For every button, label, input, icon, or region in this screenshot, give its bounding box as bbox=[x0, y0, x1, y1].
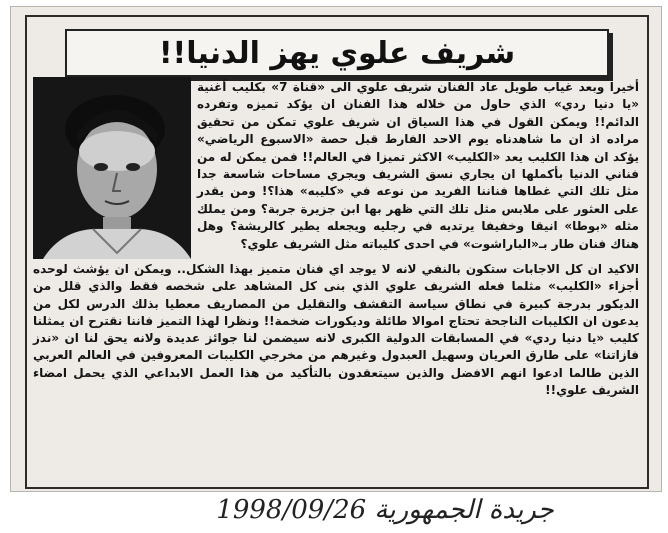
newspaper-clipping bbox=[10, 6, 662, 492]
article-frame bbox=[25, 15, 649, 489]
handwritten-source-note: جريدة الجمهورية 1998/09/26 bbox=[216, 495, 554, 525]
headline-box bbox=[65, 29, 609, 77]
article-text-top: أخيرا وبعد غياب طويل عاد الفنان شريف علوي الى «قناة 7» بكليب أغنية «يا دنيا ردي» الذي حاول من خلاله هذا الفنان ان يؤكد تميزه وتفرده الدائم!! ويمكن القول في هذا السياق ان شريف علوي تمكن من تحقيق مراده اذ ان ما شاهدناه يوم الاحد الفارط قبل حصة «الاسبوع الرياضي» يؤكد ان هذا الكليب يعد «الكليب» الاكثر تميزا في العالم!! فمن يمكن له من فناني الدنيا بأكملها ان يجاري نسق الشريف ويجري مساحات شاسعة جدا مثل تلك التي غطاها فناننا الفريد من نوعه في «كليبه» هذا؟! ومن يقدر على العثور على ملابس مثل تلك التي ظهر بها ابن جزيرة جربة؟ ومن يملك مثله «بوطا» انيقا وخفيفا يرتديه في رجليه ويجعله يطير كالريشة؟ وهل هناك فنان طار بـ«الباراشوت» في احدى كليباته مثل الشريف علوي؟ bbox=[197, 80, 639, 251]
article-text-bottom: الاكيد ان كل الاجابات ستكون بالنفي لانه لا يوجد اي فنان متميز بهذا الشكل.. ويمكن ان يؤشث لوحده أجزاء «الكليب» مثلما فعله الشريف علوي الذي بنى كل المشاهد على شخصه فقط والذي قلل من الديكور بدرجة كبيرة في نطاق سياسة التقشف والتقليل من المصاريف معطيا بذلك الدرس لكل من يدعون ان الكليبات الناجحة تحتاج اموالا طائلة وديكورات ضخمة!! ونظرا لهذا التميز فاننا نقترح ان يمثلنا كليب «يا دنيا ردي» في المسابقات الدولية الكبرى لانه سيضمن لنا جوائز عديدة ولانه يحق لنا ان «ندز فازاتنا» على طارق العريان وسهيل العبدول وغيرهم من مخرجي الكليبات المعروفين في العالم العربي الذين طالما ادعوا انهم الافضل والذين سيتعقدون بالتأكيد من هذا العمل الابداعي الذي يحمل امضاء الشريف علوي!! bbox=[33, 262, 639, 398]
portrait-photo bbox=[33, 77, 191, 259]
headline: شريف علوي يهز الدنيا!! bbox=[158, 35, 516, 71]
portrait-photo-icon bbox=[33, 77, 191, 259]
